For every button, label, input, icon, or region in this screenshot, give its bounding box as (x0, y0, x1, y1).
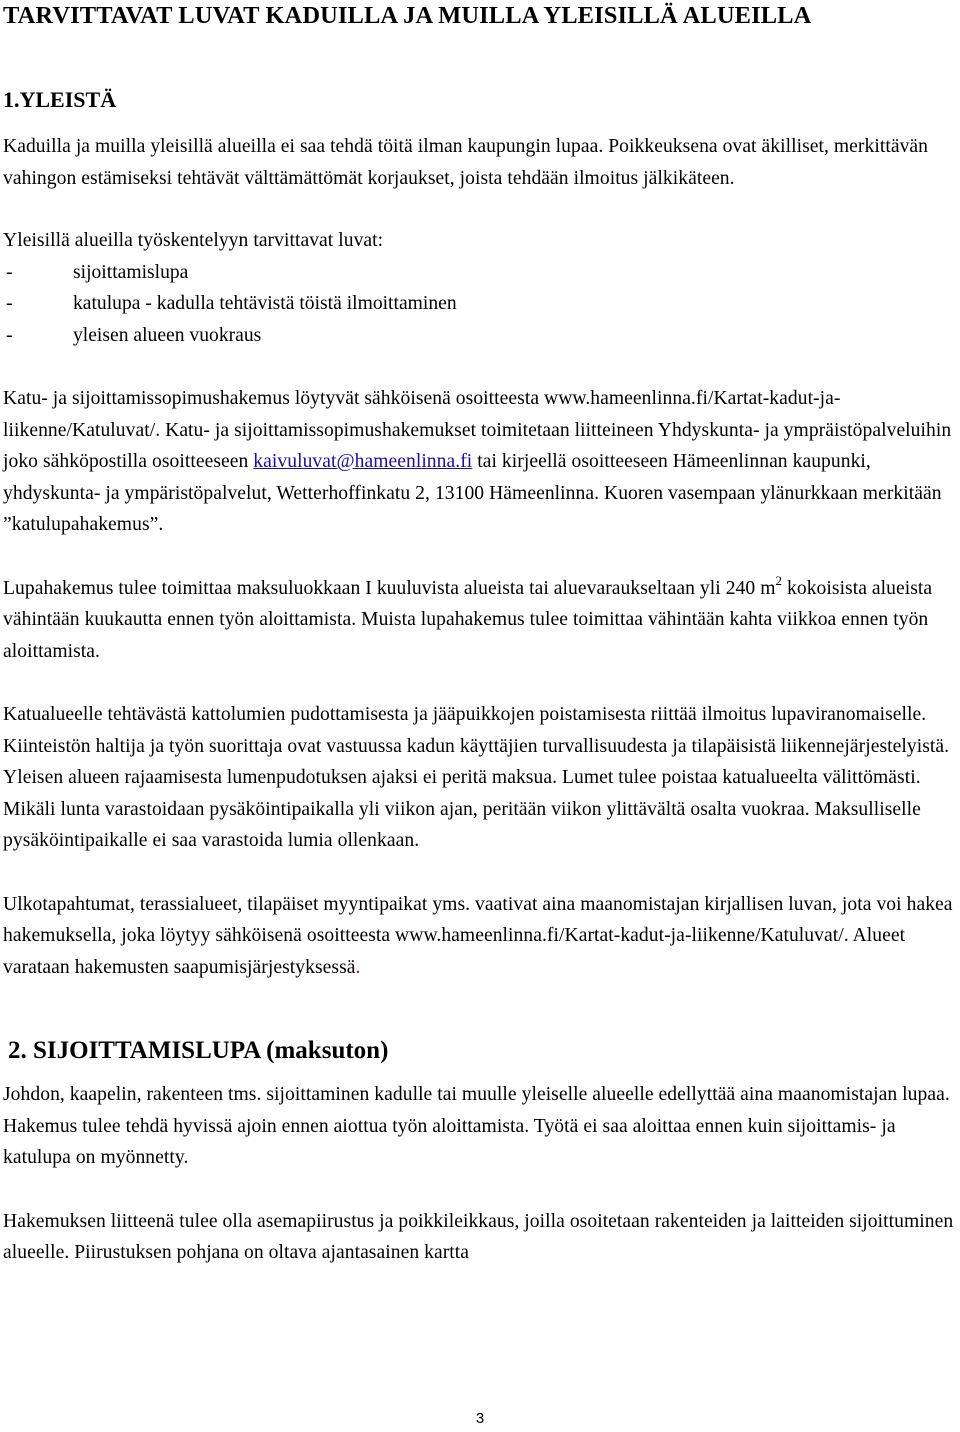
paragraph-text: Lupahakemus tulee toimittaa maksuluokkaan I kuuluvista alueista tai aluevaraukseltaan yli 240 m (3, 577, 776, 599)
paragraph-snow: Katualueelle tehtävästä kattolumien pudottamisesta ja jääpuikkojen poistamisesta riittää ilmoitus lupaviranomaiselle. Kiinteistön haltija ja työn suorittaja ovat vastuussa kadun käyttäjien turvallisuudesta ja tilapäisistä liikennejärjestelyistä. Yleisen alueen rajaamisesta lumenpudotuksen ajaksi ei peritä maksua. Lumet tulee poistaa katualueelta välittömästi. Mikäli lunta varastoidaan pysäköintipaikalla yli viikon ajan, peritään viikon ylittävältä osalta vuokraa. Maksulliselle pysäköintipaikalle ei saa varastoida lumia ollenkaan. (3, 704, 950, 851)
paragraph-text: Katu- ja sijoittamissopimushakemus löytyvät sähköisenä osoitteesta www.hameenlinna.fi/Kartat-kadut-ja-liikenne/Katuluvat/. Katu- ja sijoittamissopimushakemukset toimitetaan liitteineen Yhdyskunta- ja ympräistöpalveluihin joko sähköpostilla osoitteeseen (3, 388, 952, 472)
paragraph-text: kokoisista alueista vähintään kuukautta ennen työn aloittamista. Muista lupahakemus tulee toimittaa vähintään kahta viikkoa ennen työn aloittamista. (3, 577, 933, 662)
section-heading-yleista: 1.YLEISTÄ (3, 87, 117, 112)
paragraph-text: Ulkotapahtumat, terassialueet, tilapäiset myyntipaikat yms. vaativat aina maanomistajan kirjallisen luvan, jota voi hakea hakemuksella, joka löytyy sähköisenä osoitteesta www.hameenlinna.fi/Kartat-kadut-ja-liikenne/Katuluvat/. Alueet varataan hakemusten saapumisjärjestyksessä (3, 893, 953, 978)
document-title: TARVITTAVAT LUVAT KADUILLA JA MUILLA YLEISILLÄ ALUEILLA (3, 2, 812, 29)
email-link[interactable]: kaivuluvat@hameenlinna.fi (253, 451, 473, 472)
section-heading-sijoittamislupa: 2. SIJOITTAMISLUPA (maksuton) (8, 1037, 389, 1064)
paragraph-applications (3, 383, 958, 541)
permits-list-intro: Yleisillä alueilla työskentelyyn tarvittavat luvat: (3, 230, 384, 251)
paragraph-attachments: Hakemuksen liitteenä tulee olla asemapiirustus ja poikkileikkaus, joilla osoitetaan rakenteiden ja laitteiden sijoittuminen alueelle. Piirustuksen pohjana on oltava ajantasainen kartta (3, 1210, 954, 1263)
paragraph-text: tai kirjeellä osoitteeseen Hämeenlinnan kaupunki, yhdyskunta- ja ympäristöpalvelut, Wetterhoffinkatu 2, 13100 Hämeenlinna. Kuoren vasempaan ylänurkkaan merkitään ”katulupahakemus”. (3, 451, 942, 535)
list-item-text: sijoittamislupa (73, 261, 189, 283)
paragraph-intro: Kaduilla ja muilla yleisillä alueilla ei saa tehdä töitä ilman kaupungin lupaa. Poikkeuksena ovat äkilliset, merkittävän vahingon estämiseksi tehtävät välttämättömät korjaukset, joista tehdään ilmoitus jälkikäteen. (3, 136, 929, 189)
document-page (3, 0, 958, 1269)
list-item (3, 257, 958, 289)
list-item-text: katulupa - kadulla tehtävistä töistä ilmoittaminen (73, 293, 457, 314)
list-dash: - (6, 261, 13, 283)
list-item-text: yleisen alueen vuokraus (73, 324, 262, 346)
list-dash: - (6, 293, 13, 314)
paragraph-events (3, 889, 958, 984)
superscript: 2 (775, 572, 783, 588)
paragraph-deadlines (3, 573, 958, 668)
page-number: 3 (475, 1410, 485, 1427)
list-item (3, 288, 958, 320)
list-item (3, 320, 958, 352)
permits-list (3, 257, 958, 352)
paragraph-placement: Johdon, kaapelin, rakenteen tms. sijoittaminen kadulle tai muulle yleiselle alueelle edellyttää aina maanomistajan lupaa. Hakemus tulee tehdä hyvissä ajoin ennen aiottua työn aloittamista. Työtä ei saa aloittaa ennen kuin sijoittamis- ja katulupa on myönnetty. (3, 1084, 950, 1168)
list-dash: - (6, 324, 13, 346)
paragraph-end-dot: . (355, 956, 361, 978)
